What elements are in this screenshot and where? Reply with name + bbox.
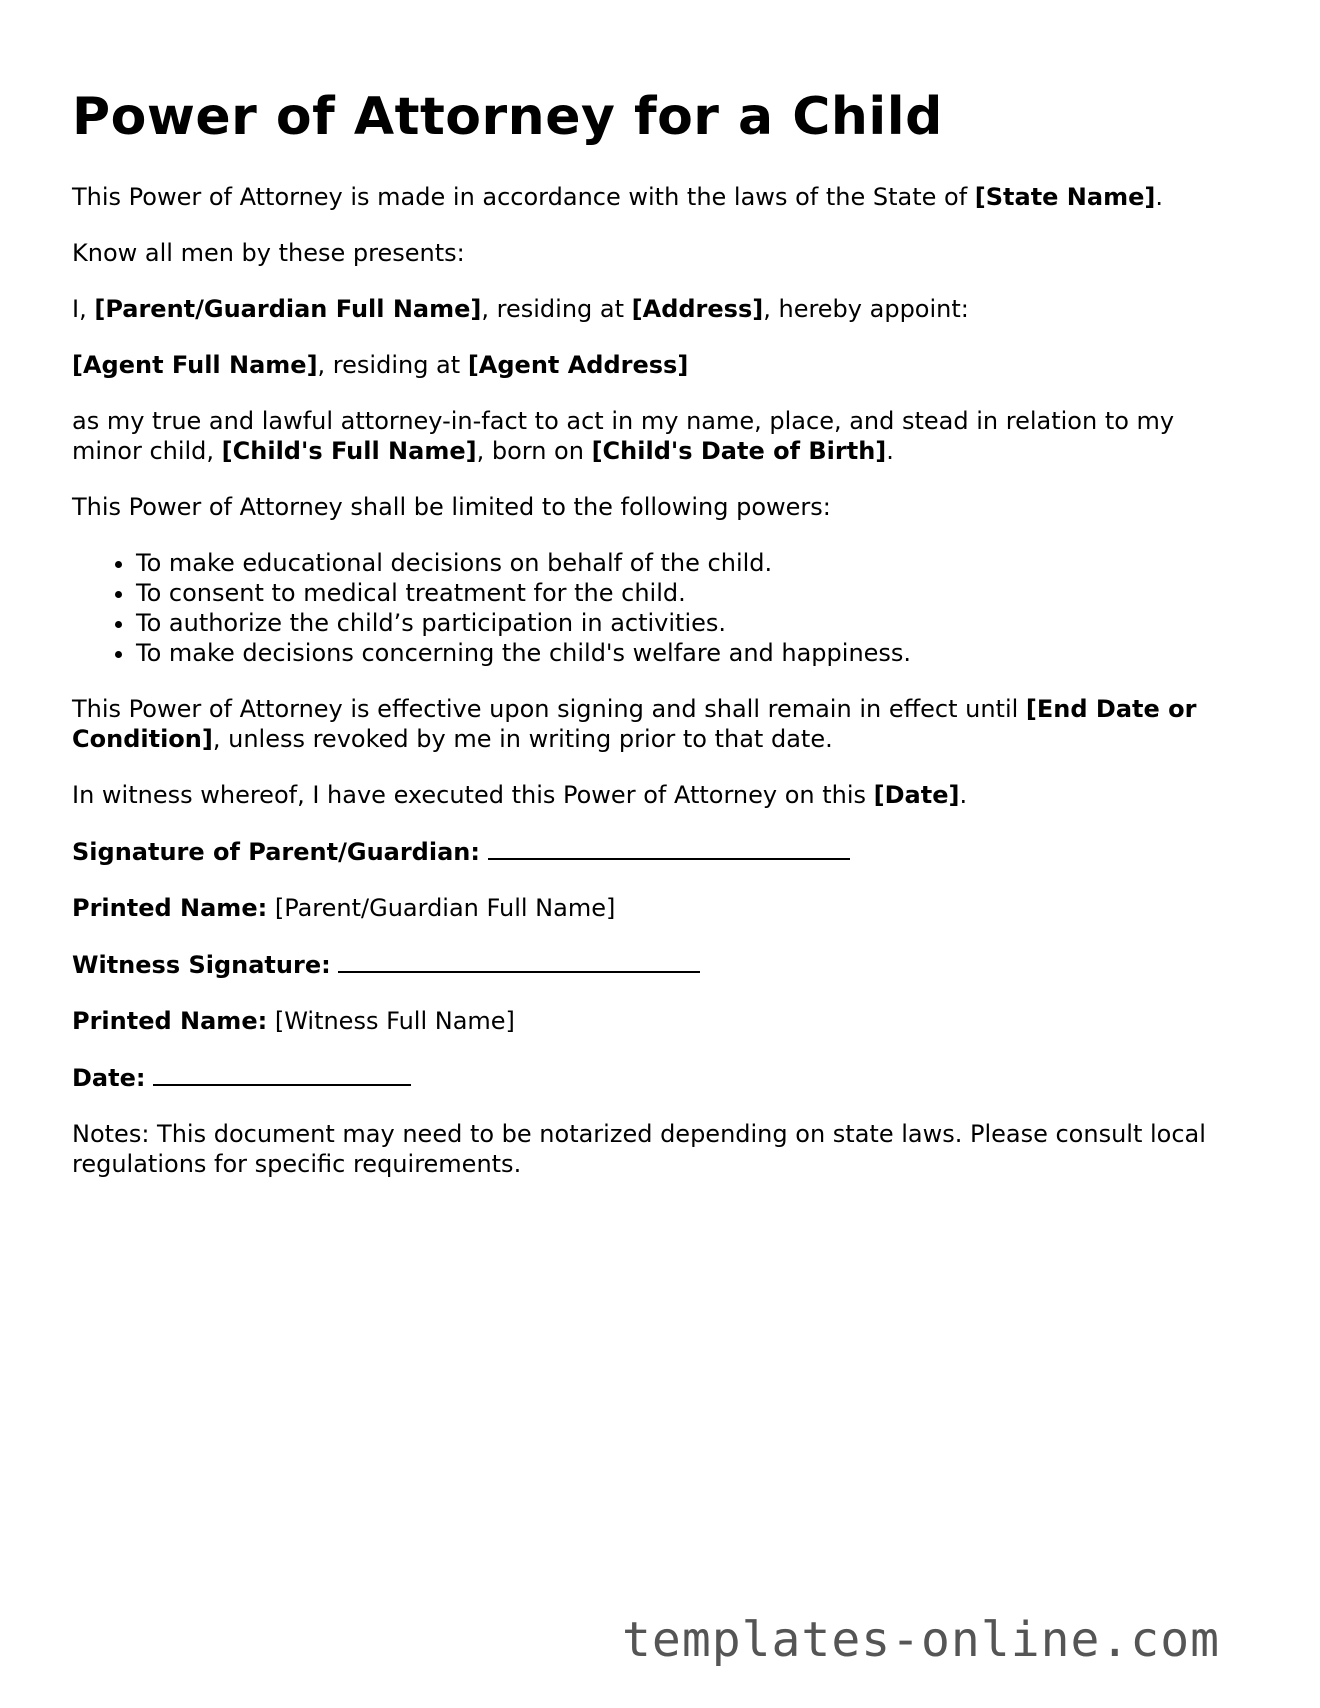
parent-signature-row xyxy=(72,836,1242,867)
parent-signature-label: Signature of Parent/Guardian: xyxy=(72,838,480,866)
effective-paragraph: This Power of Attorney is effective upon signing and shall remain in effect until [End Date or Condition], unless revoked by me in writing prior to that date. xyxy=(72,695,1197,753)
witness-signature-row xyxy=(72,949,1242,980)
agent-address-placeholder: [Agent Address] xyxy=(467,351,689,379)
intro-text: This Power of Attorney is made in accordance with the laws of the State of xyxy=(72,183,975,211)
parent-printed-name-value: [Parent/Guardian Full Name] xyxy=(274,894,616,922)
printed-name-label: Printed Name: xyxy=(72,1007,268,1035)
list-item: • To make decisions concerning the child's welfare and happiness. xyxy=(136,638,1242,668)
address-placeholder: [Address] xyxy=(631,295,764,323)
witness-clause-paragraph: In witness whereof, I have executed this Power of Attorney on this [Date]. xyxy=(72,781,968,809)
agent-paragraph: [Agent Full Name], residing at [Agent Address] xyxy=(72,351,689,379)
list-item: • To consent to medical treatment for the child. xyxy=(136,578,1242,608)
appointment-paragraph: I, [Parent/Guardian Full Name], residing at [Address], hereby appoint: xyxy=(72,295,969,323)
witness-signature-line[interactable] xyxy=(338,949,700,973)
date-label: Date: xyxy=(72,1064,146,1092)
child-dob-placeholder: [Child's Date of Birth] xyxy=(591,437,887,465)
watermark: templates-online.com xyxy=(622,1612,1220,1668)
powers-intro: This Power of Attorney shall be limited to the following powers: xyxy=(72,493,831,521)
attorney-paragraph: as my true and lawful attorney-in-fact to act in my name, place, and stead in relation to my minor child, [Child's Full Name], born on [Child's Date of Birth]. xyxy=(72,407,1175,465)
notes-paragraph: Notes: This document may need to be notarized depending on state laws. Please consult local regulations for specific requirements. xyxy=(72,1120,1206,1178)
state-name-placeholder: [State Name] xyxy=(974,183,1156,211)
powers-list xyxy=(72,548,1242,668)
end-date-placeholder: [End Date or Condition] xyxy=(72,695,1197,753)
document-page xyxy=(72,86,1242,1205)
date-row xyxy=(72,1062,1242,1093)
page-title: Power of Attorney for a Child xyxy=(72,87,943,147)
witness-printed-name-value: [Witness Full Name] xyxy=(274,1007,515,1035)
parent-printed-name-row xyxy=(72,893,1242,923)
witness-printed-name-row xyxy=(72,1006,1242,1036)
witness-signature-label: Witness Signature: xyxy=(72,951,331,979)
agent-name-placeholder: [Agent Full Name] xyxy=(72,351,318,379)
know-all-paragraph: Know all men by these presents: xyxy=(72,239,465,267)
date-placeholder: [Date] xyxy=(873,781,960,809)
parent-name-placeholder: [Parent/Guardian Full Name] xyxy=(94,295,482,323)
list-item: • To authorize the child’s participation in activities. xyxy=(136,608,1242,638)
date-line[interactable] xyxy=(153,1062,411,1086)
printed-name-label: Printed Name: xyxy=(72,894,268,922)
list-item: • To make educational decisions on behalf of the child. xyxy=(136,548,1242,578)
intro-paragraph: This Power of Attorney is made in accordance with the laws of the State of [State Name]. xyxy=(72,183,1163,211)
parent-signature-line[interactable] xyxy=(488,836,850,860)
child-name-placeholder: [Child's Full Name] xyxy=(221,437,477,465)
